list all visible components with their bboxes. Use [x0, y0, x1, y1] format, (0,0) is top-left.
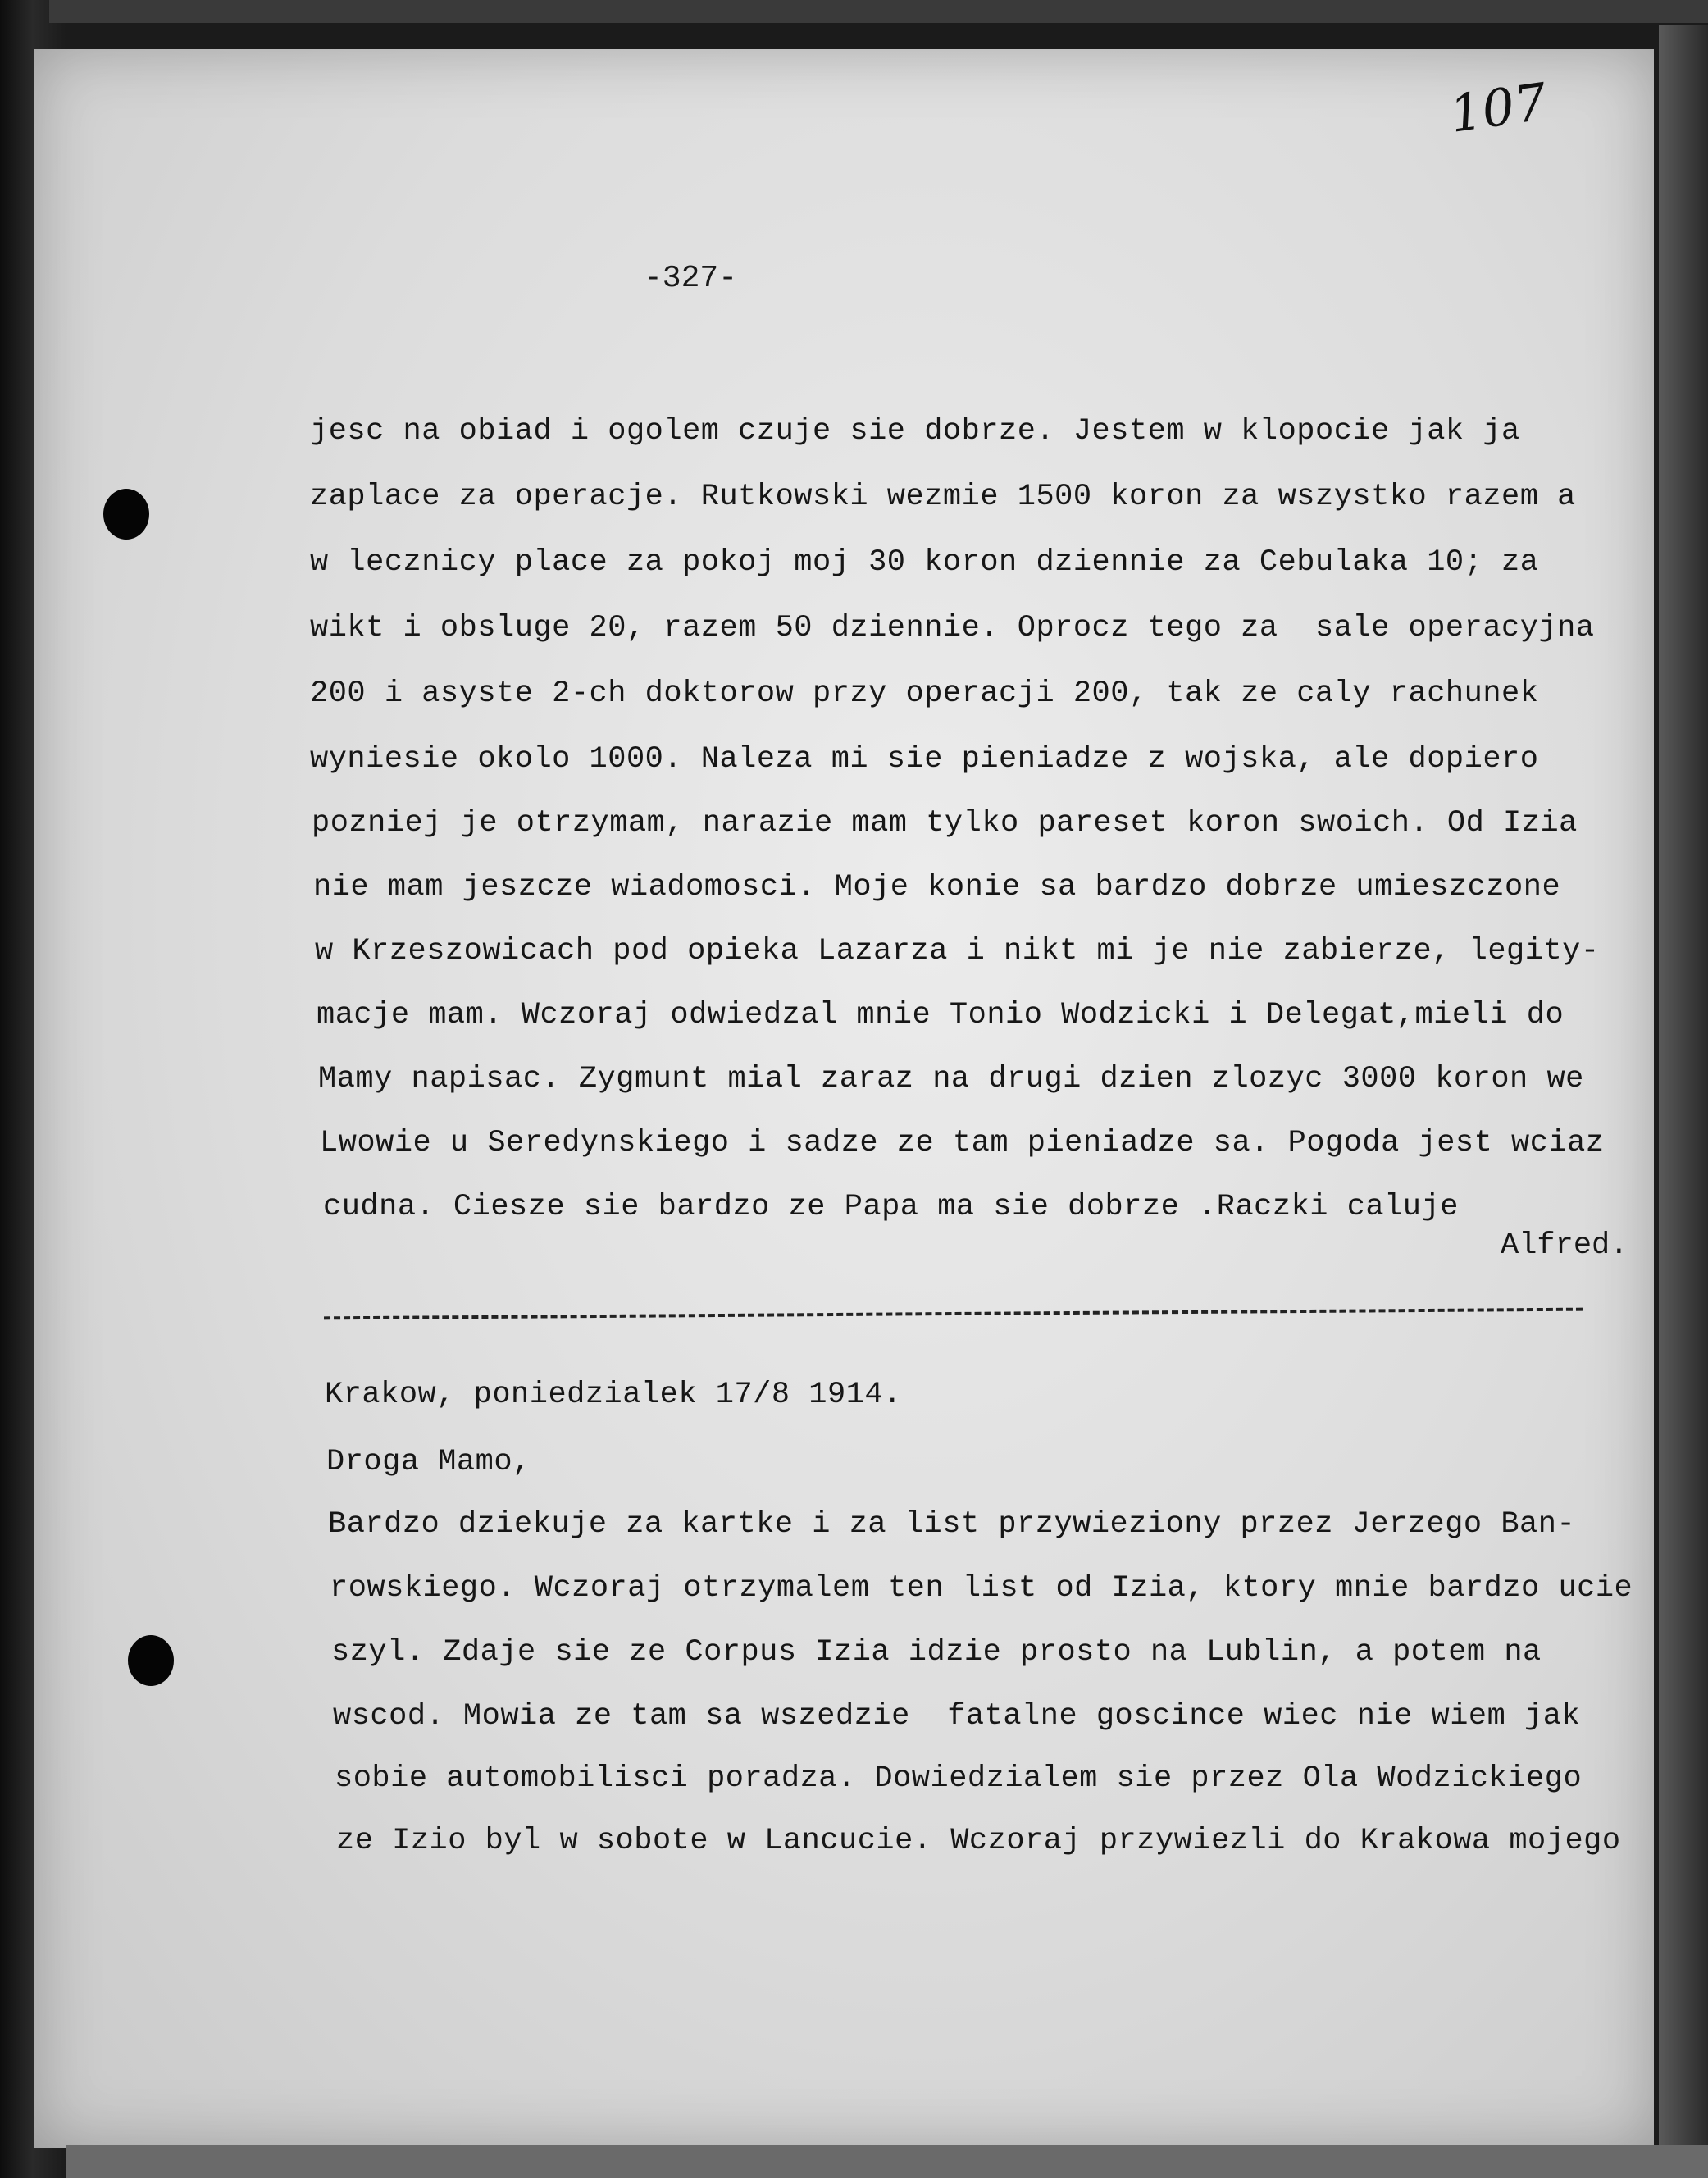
letter1-line: Mamy napisac. Zygmunt mial zaraz na drugi dzien zlozyc 3000 koron we: [318, 1062, 1584, 1096]
letter2-line: ze Izio byl w sobote w Lancucie. Wczoraj przywiezli do Krakowa mojego: [336, 1824, 1621, 1858]
scan-edge-top: [49, 0, 1708, 23]
letter1-line: w lecznicy place za pokoj moj 30 koron dziennie za Cebulaka 10; za: [310, 545, 1539, 580]
letter2-line: Bardzo dziekuje za kartke i za list przywieziony przez Jerzego Ban-: [328, 1507, 1576, 1542]
letter1-line: nie mam jeszcze wiadomosci. Moje konie sa bardzo dobrze umieszczone: [313, 870, 1561, 904]
letter1-signature: Alfred.: [1501, 1228, 1628, 1263]
letter2-line: sobie automobilisci poradza. Dowiedzialem sie przez Ola Wodzickiego: [335, 1761, 1583, 1796]
letter1-line: pozniej je otrzymam, narazie mam tylko pareset koron swoich. Od Izia: [312, 806, 1578, 841]
punch-hole-bottom: [128, 1635, 174, 1686]
letter2-salutation: Droga Mamo,: [326, 1445, 531, 1479]
letter1-line: 200 i asyste 2-ch doktorow przy operacji 200, tak ze caly rachunek: [310, 677, 1539, 711]
punch-hole-top: [103, 489, 149, 540]
letter1-line: wikt i obsluge 20, razem 50 dziennie. Oprocz tego za sale operacyjna: [310, 611, 1595, 645]
letter2-line: rowskiego. Wczoraj otrzymalem ten list od Izia, ktory mnie bardzo ucie: [330, 1571, 1633, 1606]
scan-edge-right: [1659, 25, 1708, 2178]
letter2-line: szyl. Zdaje sie ze Corpus Izia idzie prosto na Lublin, a potem na: [331, 1635, 1542, 1670]
letter1-line: w Krzeszowicach pod opieka Lazarza i nikt mi je nie zabierze, legity-: [315, 934, 1600, 968]
archive-number: 107: [1446, 71, 1551, 144]
letter1-line: Lwowie u Seredynskiego i sadze ze tam pieniadze sa. Pogoda jest wciaz: [320, 1126, 1605, 1160]
letter1-line: macje mam. Wczoraj odwiedzal mnie Tonio Wodzicki i Delegat,mieli do: [317, 998, 1565, 1032]
letter1-line: jesc na obiad i ogolem czuje sie dobrze. Jestem w klopocie jak ja: [310, 414, 1520, 449]
letter1-line: cudna. Ciesze sie bardzo ze Papa ma sie dobrze .Raczki caluje: [323, 1190, 1459, 1224]
letter2-line: wscod. Mowia ze tam sa wszedzie fatalne goscince wiec nie wiem jak: [333, 1699, 1581, 1734]
letter1-line: zaplace za operacje. Rutkowski wezmie 1500 koron za wszystko razem a: [310, 480, 1576, 514]
letter1-line: wyniesie okolo 1000. Naleza mi sie pieniadze z wojska, ale dopiero: [310, 742, 1539, 777]
page-number: -327-: [644, 261, 738, 296]
scan-edge-bottom: [66, 2145, 1708, 2178]
letter2-dateline: Krakow, poniedzialek 17/8 1914.: [325, 1378, 902, 1412]
